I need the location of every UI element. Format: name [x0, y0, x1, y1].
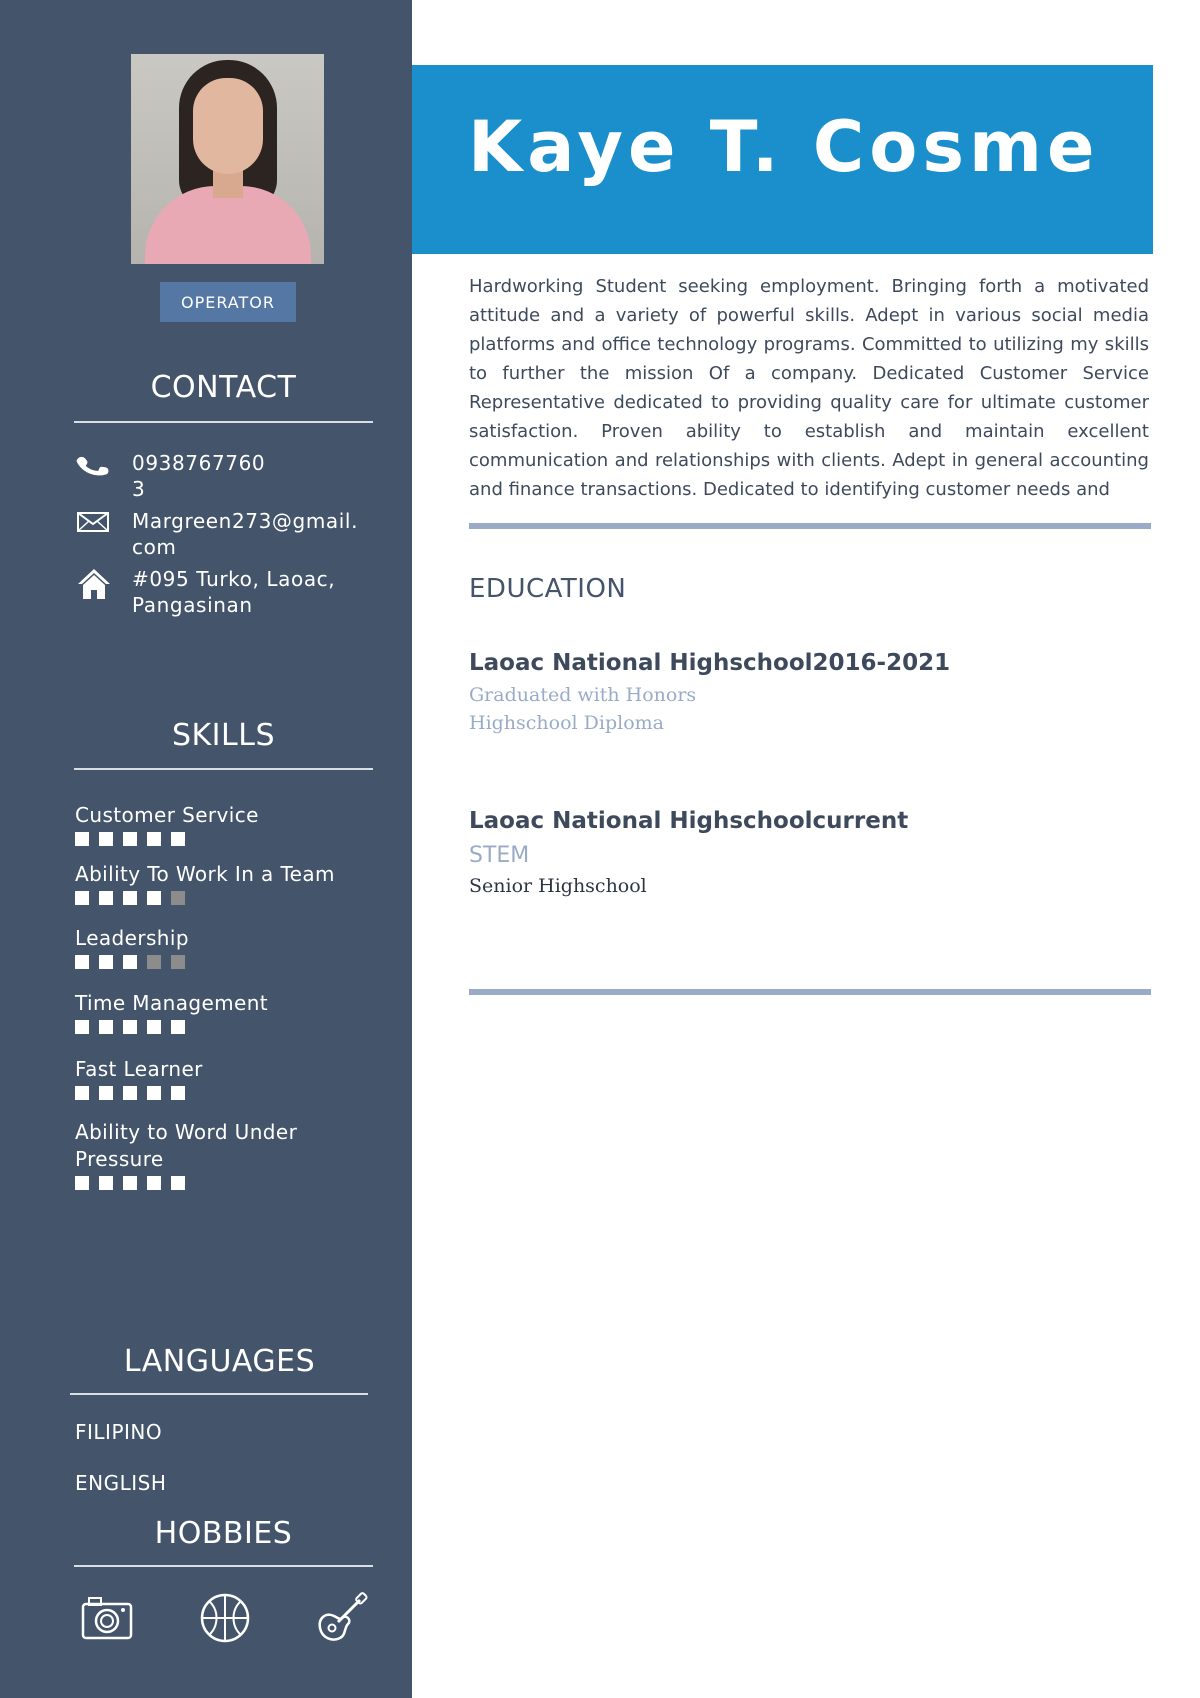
skill-rating: [75, 1086, 395, 1100]
rating-square-filled: [123, 1176, 137, 1190]
skill-name: Leadership: [75, 926, 189, 950]
profile-photo: [131, 54, 324, 264]
rating-square-filled: [75, 1086, 89, 1100]
rating-square-filled: [123, 891, 137, 905]
rating-square-filled: [123, 1020, 137, 1034]
skill-pressure: [75, 1119, 395, 1190]
full-name: Kaye T. Cosme: [468, 106, 1100, 188]
hobbies-heading: HOBBIES: [154, 1516, 293, 1551]
skill-customer-service: [75, 802, 395, 846]
rating-square-filled: [99, 1176, 113, 1190]
rating-square-filled: [75, 1020, 89, 1034]
sidebar: [0, 0, 412, 1698]
rating-square-filled: [99, 1086, 113, 1100]
language-item: ENGLISH: [75, 1471, 167, 1495]
rating-square-filled: [75, 891, 89, 905]
envelope-icon: [76, 508, 112, 538]
hobbies-divider: [74, 1565, 373, 1567]
education-title: Laoac National Highschoolcurrent: [469, 808, 909, 834]
rating-square-filled: [99, 1020, 113, 1034]
rating-square-filled: [75, 832, 89, 846]
skill-teamwork: [75, 861, 395, 905]
rating-square-filled: [123, 1086, 137, 1100]
education-detail: Graduated with Honors: [469, 684, 697, 706]
skills-heading: SKILLS: [171, 718, 276, 753]
skill-time-management: [75, 990, 395, 1034]
rating-square-empty: [171, 955, 185, 969]
education-divider: [469, 989, 1151, 995]
contact-heading: CONTACT: [150, 370, 297, 405]
language-item: FILIPINO: [75, 1420, 163, 1444]
phone-number: 0938767760: [132, 451, 266, 475]
rating-square-filled: [147, 1176, 161, 1190]
skill-name: Customer Service: [75, 803, 259, 827]
education-detail: Senior Highschool: [469, 875, 647, 897]
profile-summary: Hardworking Student seeking employment. Bringing forth a motivated attitude and a variety of powerful skills. Adept in various social media platforms and office technology programs. Committed to utilizing my skills to further the mission Of a company. Dedicated Customer Service Representative dedicated to providing quality care for ultimate customer satisfaction. Proven ability to establish and maintain excellent communication and relationships with clients. Adept in general accounting and finance transactions. Dedicated to identifying customer needs and: [469, 276, 1149, 500]
rating-square-filled: [123, 955, 137, 969]
summary-divider: [469, 523, 1151, 529]
rating-square-filled: [171, 832, 185, 846]
skill-name: Ability To Work In a Team: [75, 862, 335, 886]
home-icon: [76, 566, 112, 602]
rating-square-filled: [171, 1176, 185, 1190]
rating-square-filled: [147, 1020, 161, 1034]
skill-name: Fast Learner: [75, 1057, 203, 1081]
phone-icon: [76, 450, 112, 480]
rating-square-filled: [99, 955, 113, 969]
rating-square-filled: [99, 832, 113, 846]
languages-heading: LANGUAGES: [123, 1344, 316, 1379]
rating-square-filled: [123, 832, 137, 846]
rating-square-empty: [171, 891, 185, 905]
rating-square-filled: [147, 891, 161, 905]
address-line-cont: Pangasinan: [132, 593, 253, 617]
education-title: Laoac National Highschool2016-2021: [469, 650, 951, 676]
contact-divider: [74, 421, 373, 423]
skill-rating: [75, 891, 395, 905]
skill-rating: [75, 1176, 395, 1190]
rating-square-filled: [147, 1086, 161, 1100]
guitar-icon: [314, 1590, 370, 1646]
education-track: STEM: [469, 843, 530, 868]
rating-square-filled: [75, 955, 89, 969]
basketball-icon: [197, 1590, 253, 1646]
skill-rating: [75, 832, 395, 846]
address-line: #095 Turko, Laoac,: [132, 567, 336, 591]
role-badge: OPERATOR: [160, 282, 296, 322]
skill-name: Ability to Word Under: [75, 1120, 298, 1144]
skill-rating: [75, 1020, 395, 1034]
rating-square-empty: [147, 955, 161, 969]
skill-leadership: [75, 925, 395, 969]
email-address: Margreen273@gmail.: [132, 509, 359, 533]
skill-name: Time Management: [75, 991, 269, 1015]
rating-square-filled: [171, 1086, 185, 1100]
education-heading: EDUCATION: [469, 574, 627, 604]
rating-square-filled: [171, 1020, 185, 1034]
rating-square-filled: [99, 891, 113, 905]
skills-divider: [74, 768, 373, 770]
skill-name-cont: Pressure: [75, 1147, 164, 1171]
skill-fast-learner: [75, 1056, 395, 1100]
phone-number-cont: 3: [132, 477, 146, 501]
skill-rating: [75, 955, 395, 969]
email-address-cont: com: [132, 535, 177, 559]
rating-square-filled: [147, 832, 161, 846]
languages-divider: [70, 1393, 368, 1395]
rating-square-filled: [75, 1176, 89, 1190]
camera-icon: [79, 1590, 135, 1646]
education-detail: Highschool Diploma: [469, 712, 665, 734]
